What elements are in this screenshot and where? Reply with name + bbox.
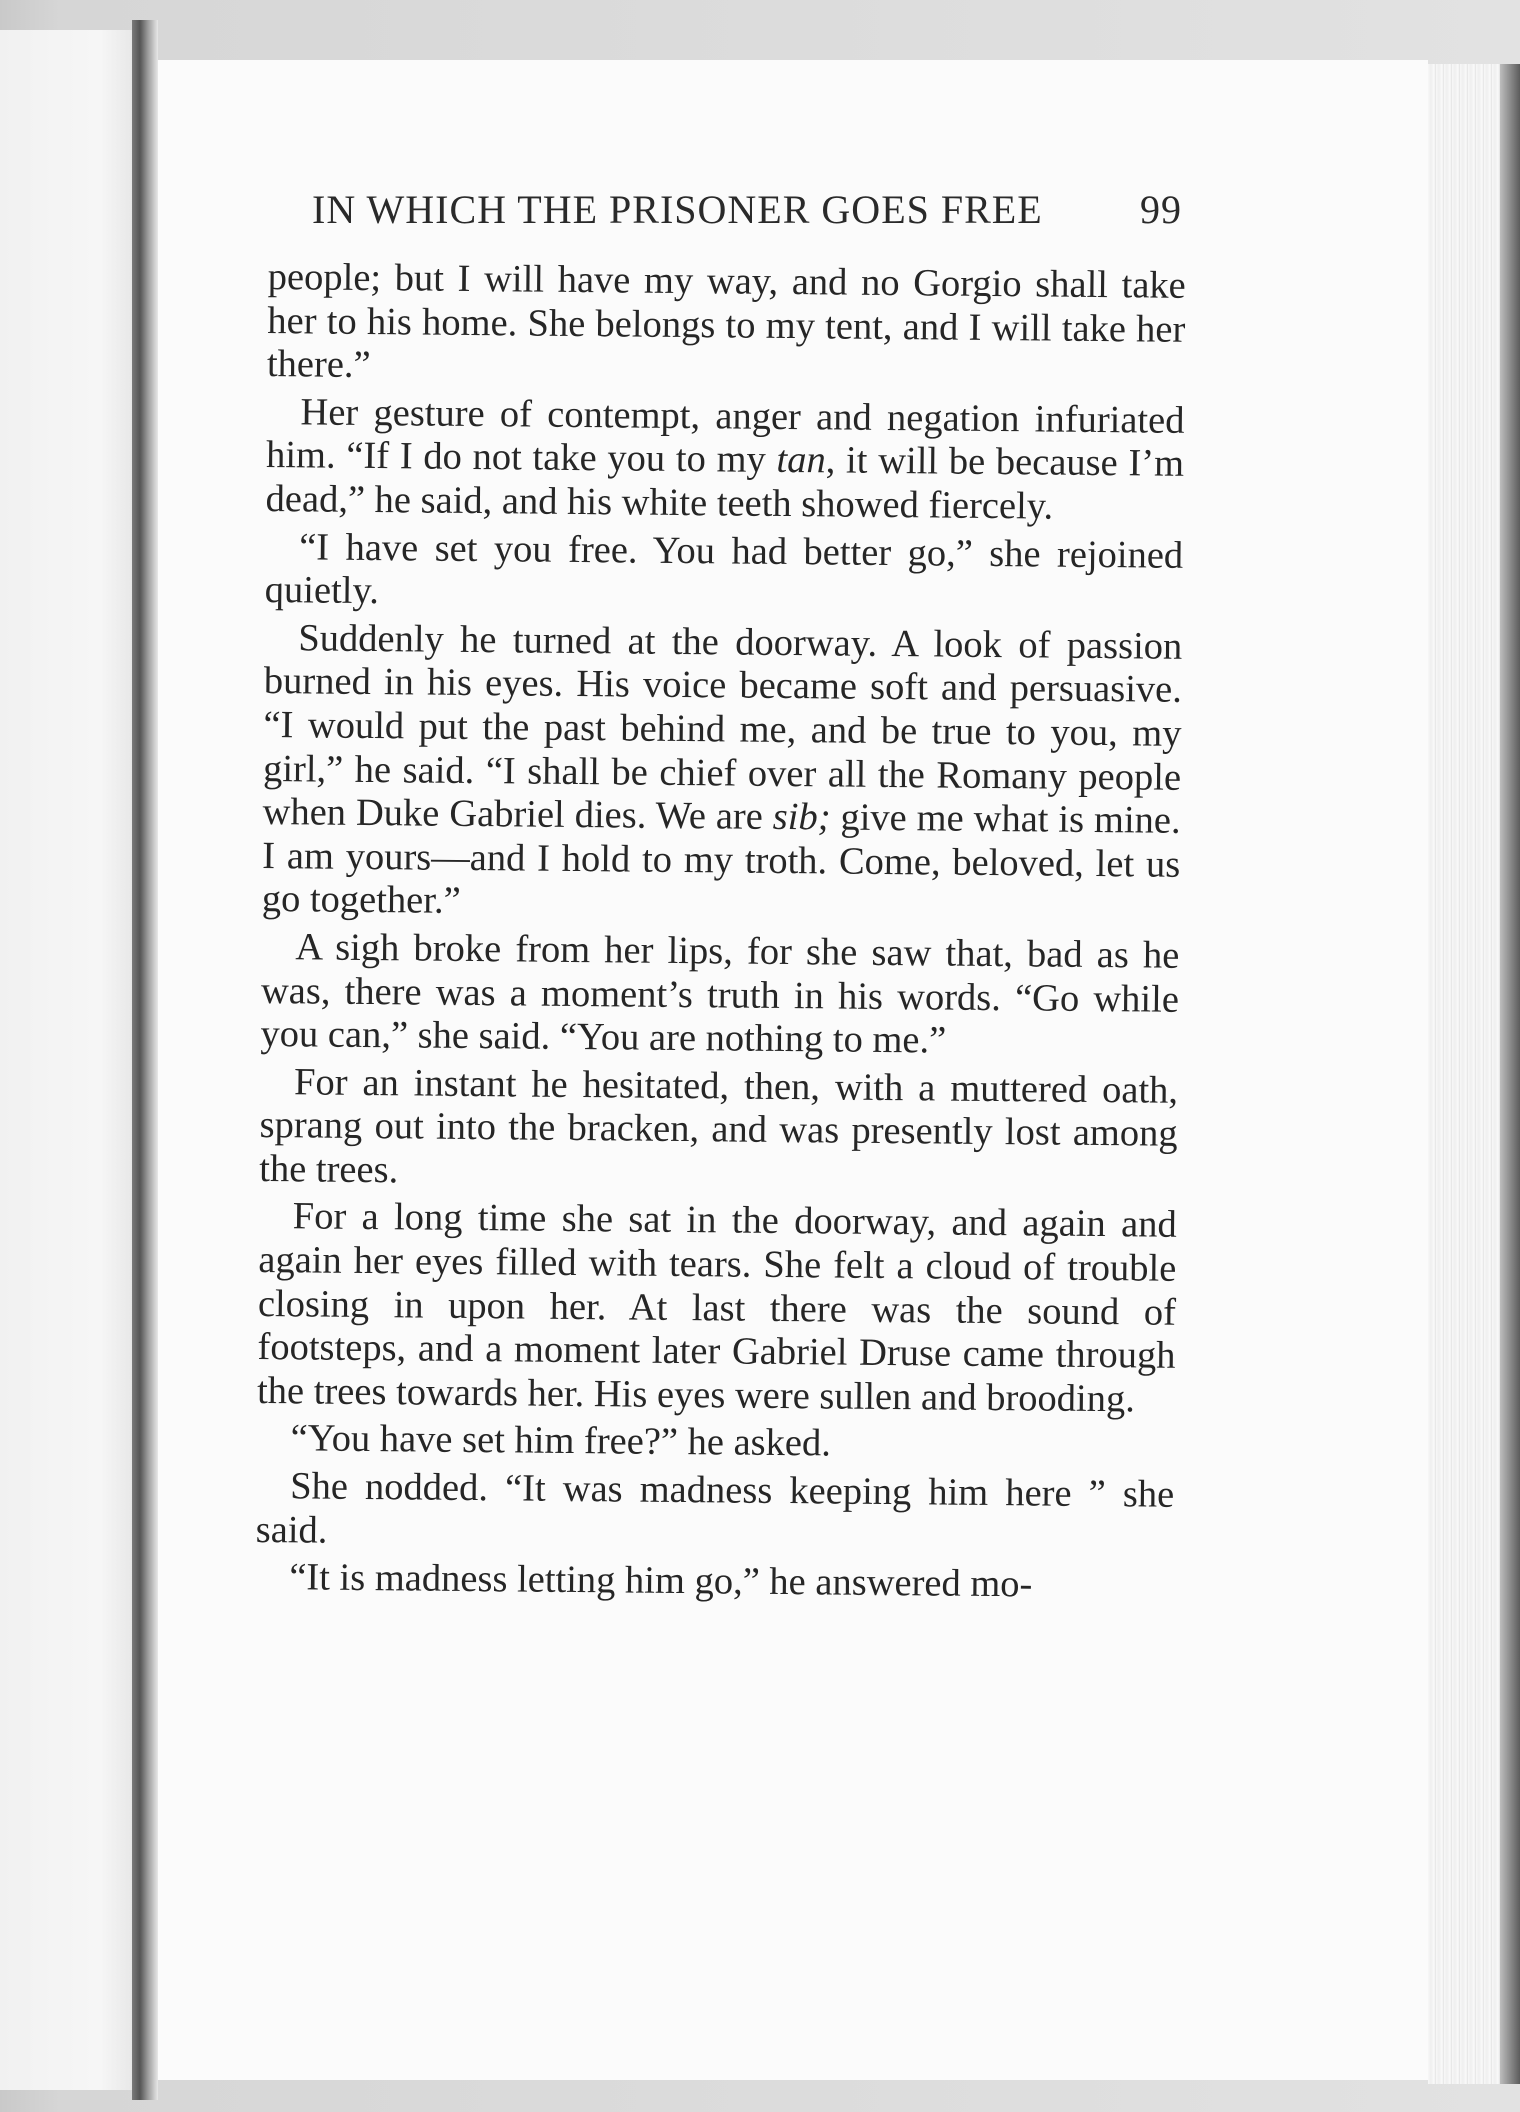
paragraph-text: A sigh broke from her lips, for she saw that, bad as he was, there was a moment’s truth in his words. “Go while you can,” she said. “You are nothing to me.” [260,926,1180,1062]
paragraph-text: “You have set him free?” he asked. [290,1417,832,1465]
italic-word: tan [776,439,826,482]
paragraph-text: people; but I will have my way, and no Gorgio shall take her to his home. She belongs to my tent, and I will take her there.” [266,256,1186,387]
italic-word: sib; [772,795,831,839]
facing-page [0,30,138,2090]
paragraph-text: give me what is mine. I am yours—and I hold to my troth. Come, beloved, let us go together.” [261,796,1181,923]
paragraph [259,1061,1178,1201]
book-gutter [132,20,158,2100]
paragraph-text: Her gesture of contempt, anger and negation infuriated him. “If I do not take you to my [265,391,1185,482]
paragraph-text: For a long time she sat in the doorway, and again and again her eyes filled with tears. She felt a cloud of trouble closing in upon her. At last there was the sound of footsteps, and a moment later Gabriel Druse came through the trees towards her. His eyes were sullen and brooding. [256,1195,1177,1421]
paragraph [265,391,1184,531]
body-text [255,256,1186,1609]
paragraph [256,1465,1175,1561]
paragraph [262,617,1183,931]
running-head [312,186,1182,246]
paragraph [265,526,1184,622]
paragraph-text: Suddenly he turned at the doorway. A look of passion burned in his eyes. His voice became soft and persuasive. “I would put the past behind me, and be true to you, my girl,” he said. “I shall be chief over all the Romany people when Duke Gabriel dies. We are [262,617,1183,838]
chapter-title: IN WHICH THE PRISONER GOES FREE [312,187,1043,232]
paragraph [260,926,1179,1066]
paragraph [256,1417,1174,1469]
paragraph-text: She nodded. “It was madness keeping him here ” she said. [255,1465,1175,1552]
page-number: 99 [1140,187,1182,232]
paragraph [257,1195,1177,1422]
paragraph-text: “It is madness letting him go,” he answered mo- [289,1556,1033,1606]
paragraph-text: , it will be because I’m dead,” he said, and his white teeth showed fiercely. [265,439,1185,528]
paragraph-text: For an instant he hesitated, then, with a muttered oath, sprang out into the bracken, and was presently lost among the trees. [259,1060,1179,1192]
paragraph-text: “I have set you free. You had better go,” she rejoined quietly. [264,525,1184,613]
book-cover-edge [1500,64,1520,2084]
paragraph [255,1556,1173,1608]
paragraph [267,256,1186,396]
